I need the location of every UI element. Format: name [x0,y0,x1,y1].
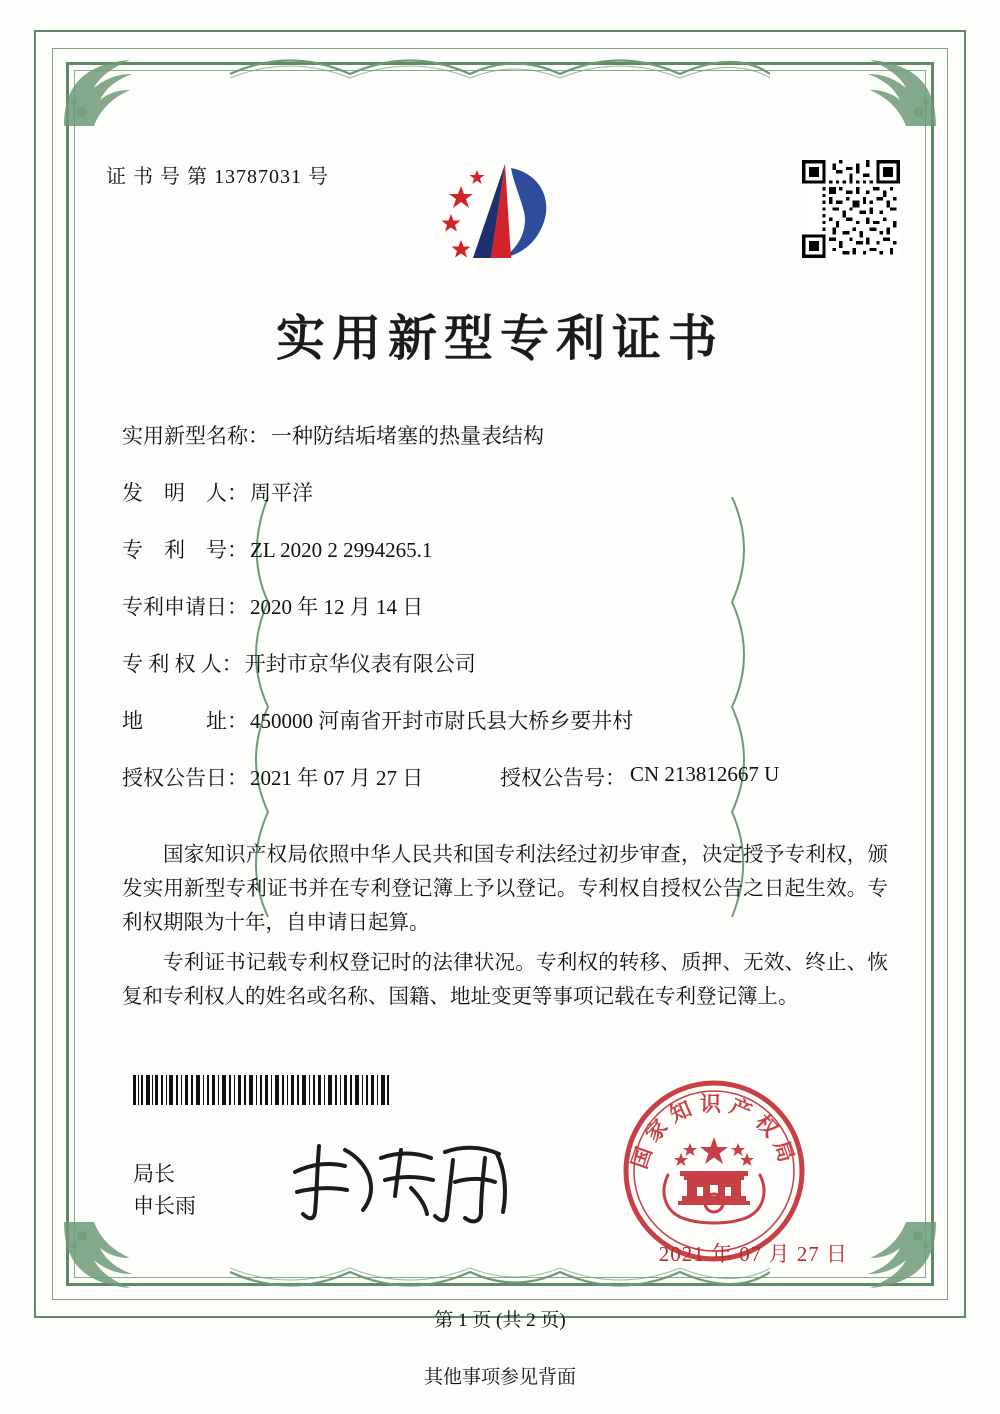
announcement-number-label: 授权公告号： [500,766,626,790]
edge-ornament-icon [230,52,770,82]
corner-ornament-icon [60,56,156,130]
page-number: 第 1 页 (共 2 页) [434,1310,566,1331]
cnipa-logo-icon [425,150,575,275]
page-title: 实用新型专利证书 [275,309,724,367]
field-label: 专 利 权 人： [122,652,243,676]
svg-text:国家知识产权局: 国家知识产权局 [626,1091,802,1172]
signature-block [133,1158,196,1222]
corner-ornament-icon [844,56,940,130]
field-label: 专 利 号： [122,538,248,562]
field-value: ZL 2020 2 2994265.1 [250,538,433,562]
certificate-number: 证 书 号 第 13787031 号 [106,166,329,188]
handwritten-signature-icon [285,1130,525,1230]
field-value: 开封市京华仪表有限公司 [244,652,476,676]
field-value: 周平洋 [250,481,313,505]
signature-name: 申长雨 [133,1194,196,1218]
field-label: 发 明 人： [122,481,248,505]
field-row-patent-number [122,534,890,564]
field-label: 实用新型名称： [122,424,269,448]
field-row-application-date [122,591,890,621]
legal-text [122,838,888,1020]
field-value: 2020 年 12 月 14 日 [250,595,424,619]
announcement-date-label: 授权公告日： [122,766,248,790]
field-label: 地 址： [122,709,248,733]
back-side-note: 其他事项参见背面 [423,1367,576,1388]
field-row-inventor [122,477,890,507]
field-row-patentee [122,648,890,678]
edge-ornament-icon [230,1264,770,1294]
corner-ornament-icon [60,1218,156,1292]
field-label: 专利申请日： [122,595,248,619]
field-row-address [122,705,890,735]
field-value: 一种防结垢堵塞的热量表结构 [271,424,544,448]
seal-date: 2021 年 07 月 27 日 [658,1242,848,1266]
field-row-announcement [122,762,890,792]
paragraph-2: 专利证书记载专利权登记时的法律状况。专利权的转移、质押、无效、终止、恢复和专利权人的姓名或名称、国籍、地址变更等事项记载在专利登记簿上。 [122,952,888,1008]
announcement-date-value: 2021 年 07 月 27 日 [250,766,424,790]
field-value: 450000 河南省开封市尉氏县大桥乡要井村 [250,709,634,733]
field-row-name [122,420,890,450]
announcement-number-value: CN 213812667 U [630,762,780,786]
paragraph-1: 国家知识产权局依照中华人民共和国专利法经过初步审查，决定授予专利权，颁发实用新型专利证书并在专利登记簿上予以登记。专利权自授权公告之日起生效。专利权期限为十年，自申请日起算。 [122,844,888,934]
corner-ornament-icon [844,1218,940,1292]
qr-code-icon [802,160,900,258]
field-list [122,420,890,819]
barcode-icon [133,1075,389,1105]
signature-title: 局长 [133,1162,175,1186]
